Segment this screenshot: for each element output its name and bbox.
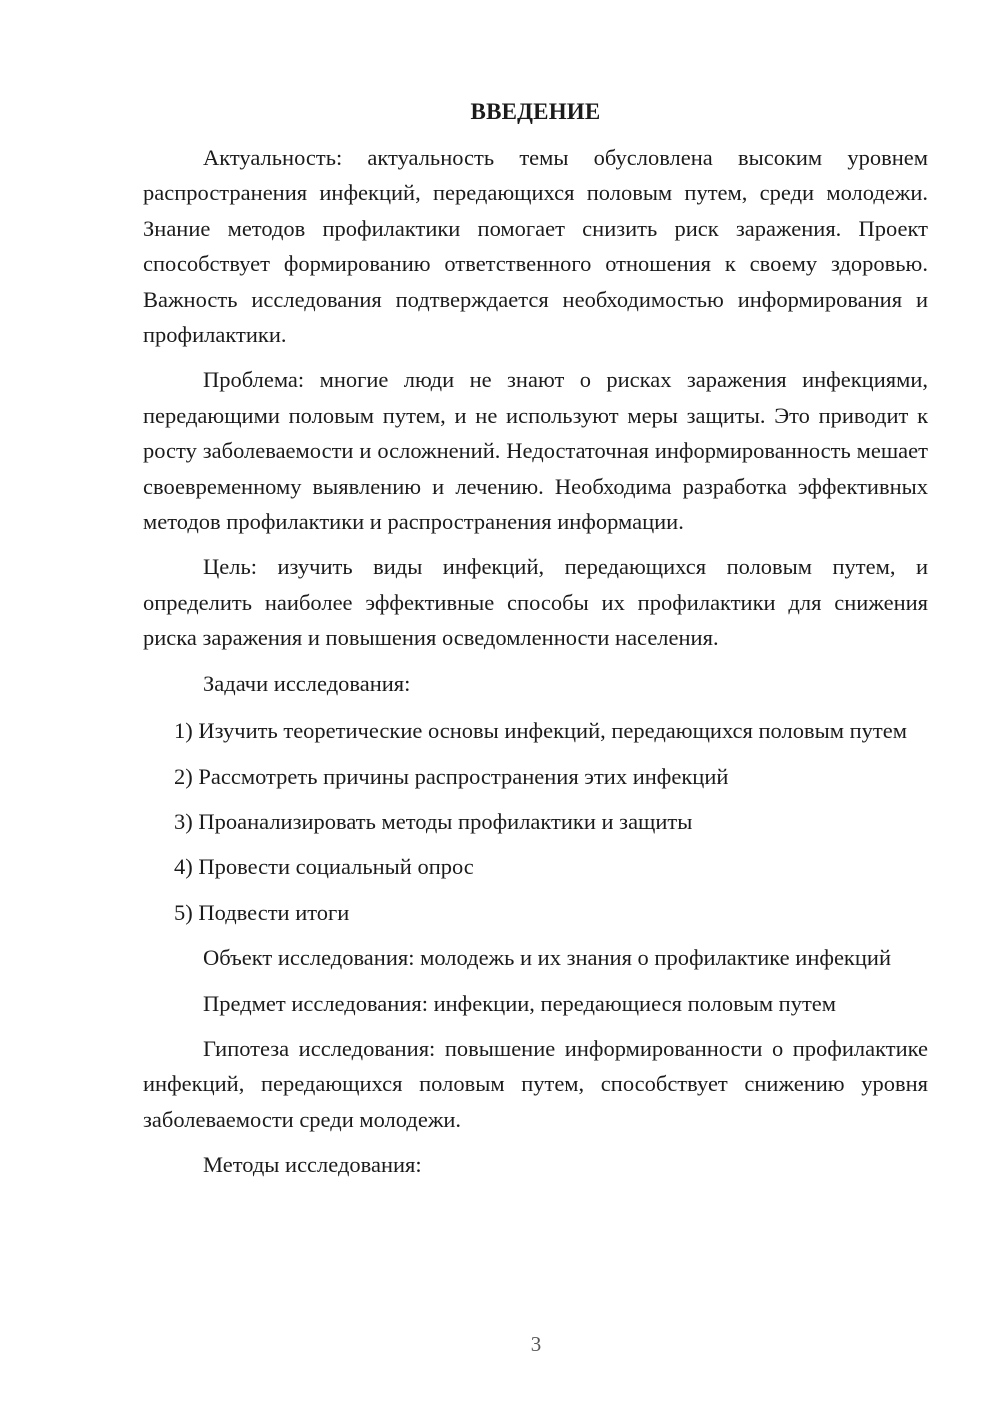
hypothesis-paragraph: Гипотеза исследования: повышение информированности о профилактике инфекций, передающихся половым путем, способствует снижению уровня заболеваемости среди молодежи.: [143, 1035, 928, 1132]
goal-paragraph: Цель: изучить виды инфекций, передающихся половым путем, и определить наиболее эффективные способы их профилактики для снижения риска заражения и повышения осведомленности населения.: [143, 554, 928, 651]
object-paragraph: Объект исследования: молодежь и их знания о профилактике инфекций: [203, 945, 891, 971]
task-item-2: 2) Рассмотреть причины распространения этих инфекций: [174, 763, 729, 789]
relevance-paragraph: Актуальность: актуальность темы обусловлена высоким уровнем распространения инфекций, передающихся половым путем, среди молодежи. Знание методов профилактики помогает снизить риск заражения. Проект способствует формированию ответственного отношения к своему здоровью. Важность исследования подтверждается необходимостью информирования и профилактики.: [143, 145, 928, 348]
methods-heading: Методы исследования:: [203, 1152, 422, 1178]
task-item-5: 5) Подвести итоги: [174, 899, 350, 925]
task-item-4: 4) Провести социальный опрос: [174, 854, 474, 880]
subject-paragraph: Предмет исследования: инфекции, передающиеся половым путем: [203, 990, 837, 1016]
tasks-list: [143, 713, 928, 930]
page-title: ВВЕДЕНИЕ: [470, 99, 601, 124]
page-number: 3: [530, 1332, 542, 1356]
page-content: [143, 94, 928, 1193]
task-item-1: 1) Изучить теоретические основы инфекций, передающихся половым путем: [174, 718, 907, 744]
problem-paragraph: Проблема: многие люди не знают о рисках заражения инфекциями, передающими половым путем, и не используют меры защиты. Это приводит к росту заболеваемости и осложнений. Недостаточная информированность мешает своевременному выявлению и лечению. Необходима разработка эффективных методов профилактики и распространения информации.: [143, 367, 928, 535]
tasks-heading: Задачи исследования:: [203, 670, 411, 696]
task-item-3: 3) Проанализировать методы профилактики и защиты: [174, 808, 693, 834]
